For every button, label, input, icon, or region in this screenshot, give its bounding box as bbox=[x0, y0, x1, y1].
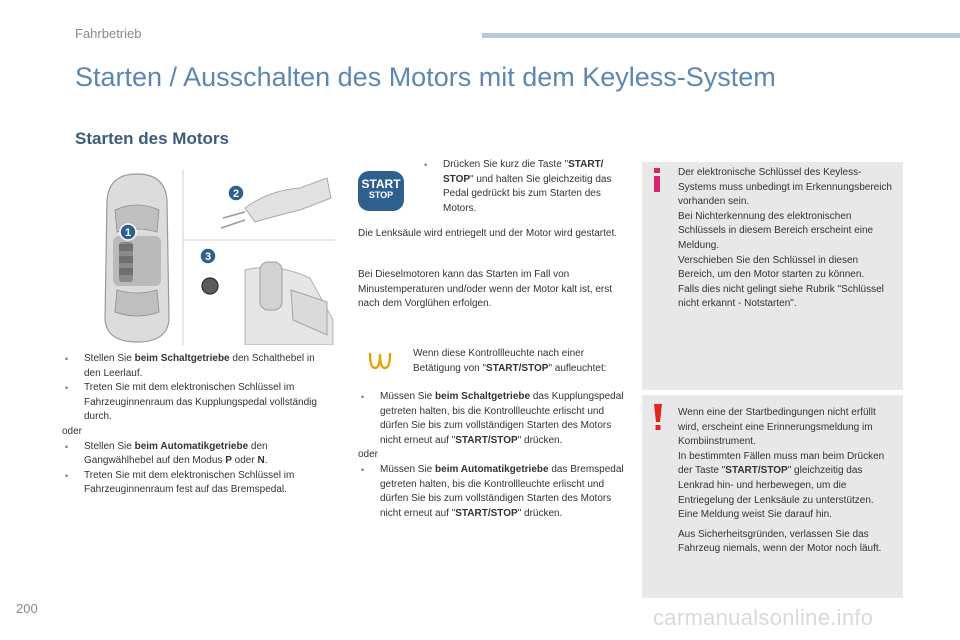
or-label: oder bbox=[358, 449, 379, 461]
page-number: 200 bbox=[16, 601, 38, 616]
header-bar bbox=[482, 33, 960, 38]
figure-marker-1: 1 bbox=[124, 227, 132, 239]
figure-marker-2: 2 bbox=[232, 188, 240, 200]
info-text: Der elektronische Schlüssel des Keyless-Systems muss unbedingt im Erkennungsbereich vorhanden sein. Bei Nichterkennung des elektronischen Schlüssels in diesem Bereich erscheint eine Meldung. Verschieben Sie den Schlüssel in diesen Bereich, um den Motor starten zu können. Falls dies nicht gelingt siehe Rubrik "Schlüssel nicht erkannt - Notstarten". bbox=[678, 167, 892, 310]
press-start-instruction: • Drücken Sie kurz die Taste "START/ STOP" und halten Sie gleichzeitig das Pedal gedrückt bis zum Starten des Motors. bbox=[421, 158, 626, 216]
keyless-start-illustration bbox=[95, 170, 335, 345]
section-subtitle: Starten des Motors bbox=[75, 129, 229, 148]
preheat-coil-icon bbox=[366, 348, 396, 372]
step-lamp-auto: • Müssen Sie beim Automatikgetriebe das Bremspedal getreten halten, bis die Kontrollleuchte erlischt und dürfen Sie bis zum vollständigen Starten des Motors nicht erneut auf "START/STOP" drücken. bbox=[358, 463, 626, 521]
step-auto-mode: • Stellen Sie beim Automatikgetriebe den Gangwählhebel auf den Modus P oder N. bbox=[62, 440, 324, 469]
diesel-note: Bei Dieselmotoren kann das Starten im Fall von Minustemperaturen und/oder wenn der Motor kalt ist, erst nach dem Vorglühen erfolgen. bbox=[358, 269, 613, 310]
watermark: carmanualsonline.info bbox=[653, 605, 874, 630]
step-auto-brake: • Treten Sie mit dem elektronischen Schlüssel im Fahrzeuginnenraum fest auf das Bremspedal. bbox=[62, 469, 324, 498]
info-icon bbox=[650, 168, 664, 192]
figure-marker-3: 3 bbox=[204, 251, 212, 263]
warning-lamp-text: Wenn diese Kontrollleuchte nach einer Betätigung von "START/STOP" aufleuchtet: bbox=[413, 348, 607, 374]
step-lamp-manual: • Müssen Sie beim Schaltgetriebe das Kupplungspedal getreten halten, bis die Kontrollleuchte erlischt und dürfen Sie bis zum vollständigen Starten des Motors nicht erneut auf "START/STOP" drücken. bbox=[358, 390, 626, 448]
warning-icon bbox=[652, 404, 664, 430]
step-manual-neutral: • Stellen Sie beim Schaltgetriebe den Schalthebel in den Leerlauf. bbox=[62, 352, 324, 381]
lamp-instructions bbox=[358, 390, 626, 521]
page-title: Starten / Ausschalten des Motors mit dem Keyless-System bbox=[75, 62, 776, 92]
steering-unlock-note: Die Lenksäule wird entriegelt und der Motor wird gestartet. bbox=[358, 228, 618, 239]
step-manual-clutch: • Treten Sie mit dem elektronischen Schlüssel im Fahrzeuginnenraum das Kupplungspedal vollständig durch. bbox=[62, 381, 324, 425]
left-instructions bbox=[62, 352, 324, 498]
section-label: Fahrbetrieb bbox=[75, 26, 142, 41]
warning-text: Wenn eine der Startbedingungen nicht erfüllt wird, erscheint eine Erinnerungsmeldung im Kombiinstrument. In bestimmten Fällen muss man beim Drücken der Taste "START/STOP" gleichzeitig das Lenkrad hin- und herbewegen, um die Entriegelung der Lenksäule zu unterstützen. Eine Meldung weist Sie darauf hin. Aus Sicherheitsgründen, verlassen Sie das Fahrzeug niemals, wenn der Motor noch läuft. bbox=[678, 407, 885, 555]
or-label: oder bbox=[62, 425, 83, 437]
start-stop-button: START STOP bbox=[358, 171, 404, 211]
